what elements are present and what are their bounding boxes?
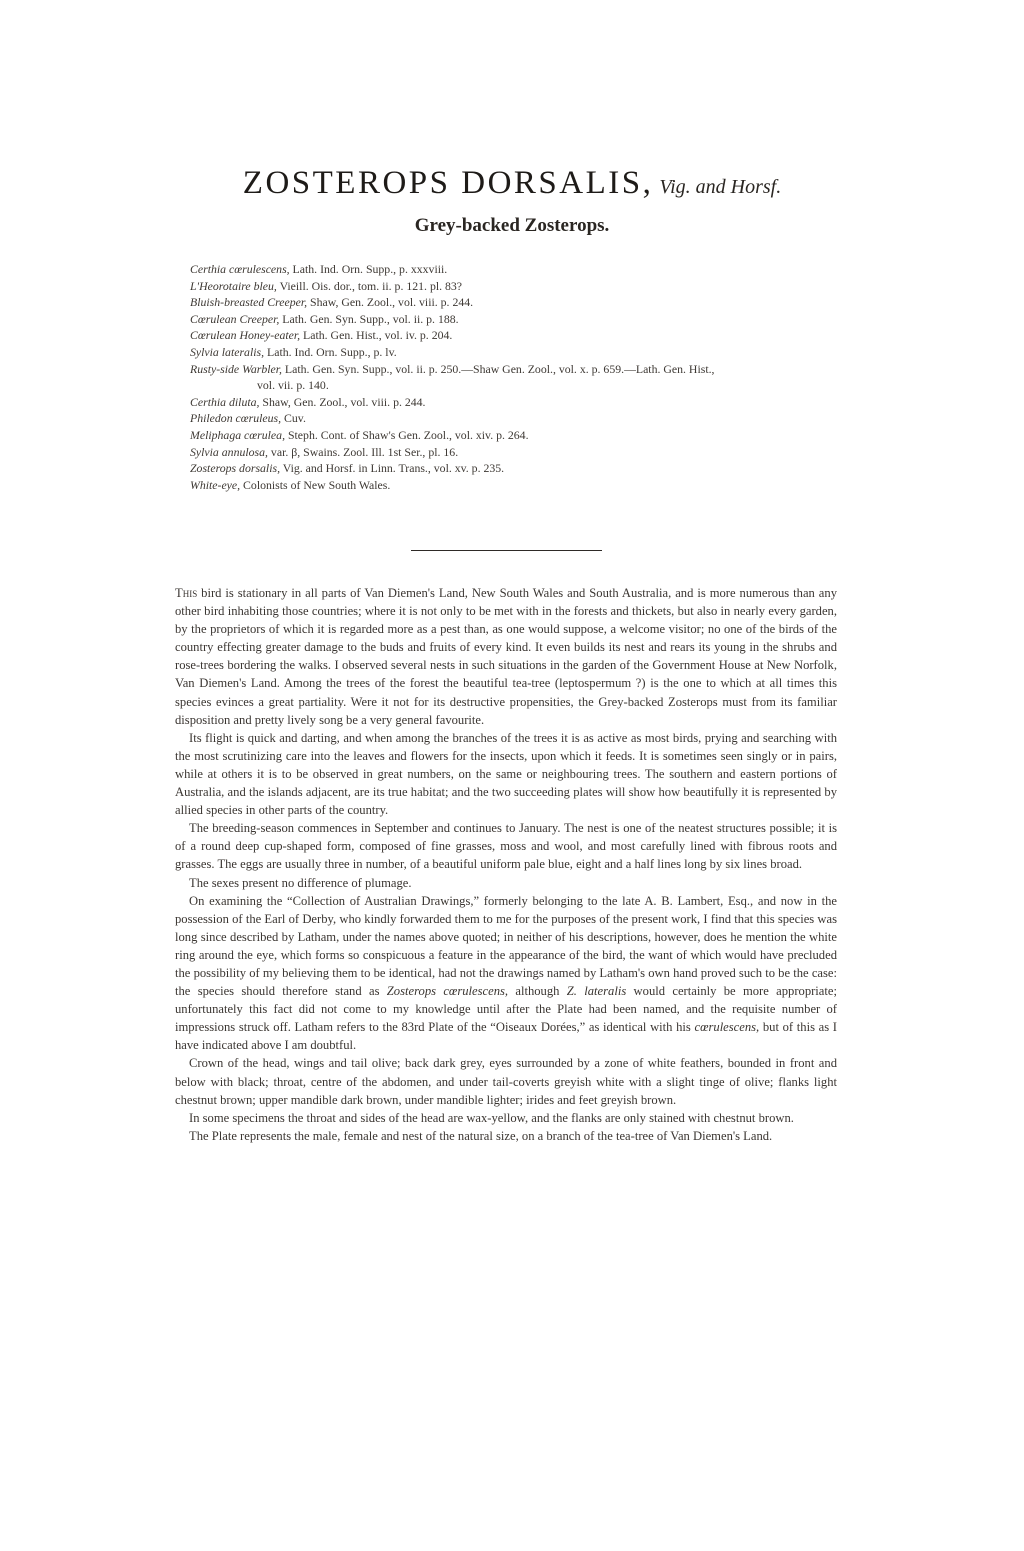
paragraph: This bird is stationary in all parts of Van Diemen's Land, New South Wales and South Australia, and is more numerous than any other bird inhabiting those countries; where it is not only to be met with in the forests and thickets, but also in nearly every garden, by the proprietors of which it is regarded more as a pest than, as one would suppose, a welcome visitor; no one of the birds of the country effecting greater damage to the buds and fruits of every kind. It even builds its nest and rears its young in the shrubs and rose-trees bordering the walks. I observed several nests in such situations in the garden of the Government House at New Norfolk, Van Diemen's Land. Among the trees of the forest the beautiful tea-tree (leptospermum ?) is the one to which at all times this species evinces a great partiality. Were it not for its destructive propensities, the Grey-backed Zosterops must from its familiar disposition and pretty lively song be a very general favourite. <box>175 586 837 727</box>
synonym-entry: Sylvia annulosa, var. β, Swains. Zool. Ill. 1st Ser., pl. 16. <box>190 444 459 459</box>
paragraph: Its flight is quick and darting, and when among the branches of the trees it is as active as most birds, prying and searching with the most scrutinizing care into the leaves and flowers for the insects, upon which it feeds. It is sometimes seen singly or in pairs, while at others it is to be observed in great numbers, on the same or neighbouring trees. The southern and eastern portions of Australia, and the islands adjacent, are its true habitat; and the two succeeding plates will show how beautifully it is represented by allied species in other parts of the country. <box>175 730 837 818</box>
synonym-entry: Cœrulean Creeper, Lath. Gen. Syn. Supp., vol. ii. p. 188. <box>190 311 459 326</box>
synonymy-list <box>190 261 860 493</box>
species-heading <box>0 165 1024 202</box>
synonym-entry: L'Heorotaire bleu, Vieill. Ois. dor., tom. ii. p. 121. pl. 83? <box>190 278 463 293</box>
synonym-entry: Certhia diluta, Shaw, Gen. Zool., vol. viii. p. 244. <box>190 394 426 409</box>
species-title: ZOSTEROPS DORSALIS, <box>242 165 654 201</box>
section-divider <box>411 550 602 551</box>
synonym-entry: Cœrulean Honey-eater, Lath. Gen. Hist., vol. iv. p. 204. <box>190 328 453 343</box>
paragraph: In some specimens the throat and sides of the head are wax-yellow, and the flanks are only stained with chestnut brown. <box>189 1110 794 1125</box>
paragraph: Crown of the head, wings and tail olive; back dark grey, eyes surrounded by a zone of white feathers, bounded in front and below with black; throat, centre of the abdomen, and under tail-coverts greyish white with a slight tinge of olive; flanks light chestnut brown; upper mandible dark brown, under mandible lighter; irides and feet greyish brown. <box>175 1056 837 1107</box>
synonym-entry: Bluish-breasted Creeper, Shaw, Gen. Zool., vol. viii. p. 244. <box>190 295 474 310</box>
paragraph: The Plate represents the male, female and nest of the natural size, on a branch of the tea-tree of Van Diemen's Land. <box>189 1128 773 1143</box>
synonym-entry: Rusty-side Warbler, Lath. Gen. Syn. Supp., vol. ii. p. 250.—Shaw Gen. Zool., vol. x. p. 659.—Lath. Gen. Hist., vol. vii. p. 140. <box>190 361 715 393</box>
synonym-entry: Meliphaga cœrulea, Steph. Cont. of Shaw's Gen. Zool., vol. xiv. p. 264. <box>190 427 529 442</box>
paragraph: On examining the “Collection of Australian Drawings,” formerly belonging to the late A. B. Lambert, Esq., and now in the possession of the Earl of Derby, who kindly forwarded them to me for the purposes of the present work, I find that this species was long since described by Latham, under the names above quoted; in neither of his descriptions, however, does he mention the white ring around the eye, which forms so conspicuous a feature in the appearance of the bird, the want of which would have precluded the possibility of my believing them to be identical, had not the drawings named by Latham's own hand proved such to be the case: the species should therefore stand as Zosterops cœrulescens, although Z. lateralis would certainly be more appropriate; unfortunately this fact did not come to my knowledge until after the Plate had been named, and the requisite number of impressions struck off. Latham refers to the 83rd Plate of the “Oiseaux Dorées,” as identical with his cœrulescens, but of this as I have indicated above I am doubtful. <box>175 893 837 1053</box>
synonym-entry: Zosterops dorsalis, Vig. and Horsf. in Linn. Trans., vol. xv. p. 235. <box>190 461 505 476</box>
species-authority: Vig. and Horsf. <box>659 176 782 198</box>
common-name: Grey-backed Zosterops. <box>414 215 610 236</box>
synonym-entry: Sylvia lateralis, Lath. Ind. Orn. Supp., p. lv. <box>190 344 397 359</box>
description-text <box>175 584 837 1145</box>
synonym-entry: Certhia cœrulescens, Lath. Ind. Orn. Supp., p. xxxviii. <box>190 262 448 276</box>
paragraph: The breeding-season commences in September and continues to January. The nest is one of the neatest structures possible; it is of a round deep cup-shaped form, composed of fine grasses, moss and wool, and most carefully lined with fibrous roots and grasses. The eggs are usually three in number, of a beautiful uniform pale blue, eight and a half lines long by six lines broad. <box>175 821 837 872</box>
paragraph: The sexes present no difference of plumage. <box>189 875 412 890</box>
synonym-entry: White-eye, Colonists of New South Wales. <box>190 477 391 492</box>
synonym-entry: Philedon cœruleus, Cuv. <box>190 411 306 426</box>
